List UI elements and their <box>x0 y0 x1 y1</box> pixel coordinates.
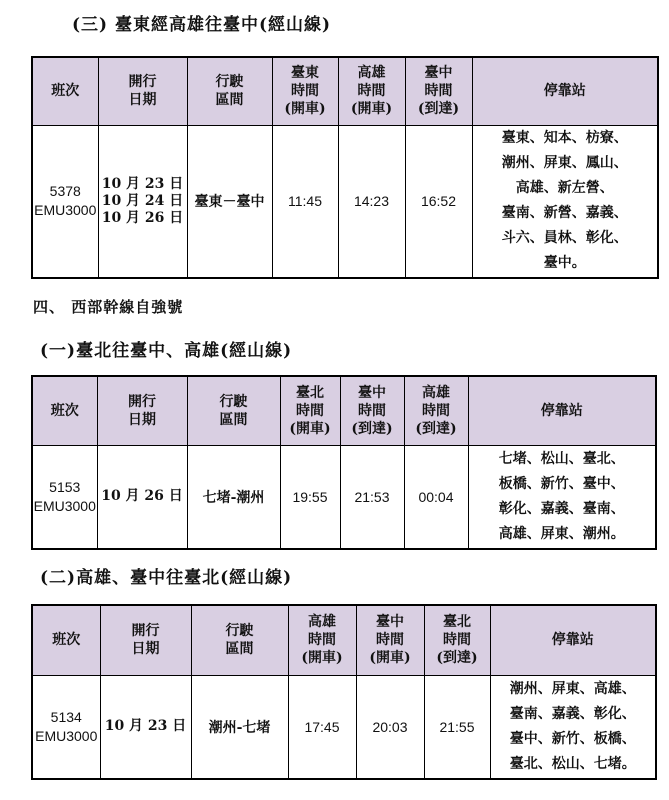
timetable-taitung-taichung <box>31 56 659 279</box>
train-number: 5378 EMU3000 <box>32 125 98 278</box>
route-section: 七堵-潮州 <box>187 445 280 549</box>
header-time-3: 臺北 時間 (到達) <box>424 605 490 675</box>
header-run-date: 開行 日期 <box>100 605 191 675</box>
header-time-3: 臺中 時間 (到達) <box>405 57 472 125</box>
route-section: 潮州-七堵 <box>191 675 288 779</box>
train-number: 5153 EMU3000 <box>32 445 97 549</box>
header-section: 行駛 區間 <box>191 605 288 675</box>
header-time-3: 高雄 時間 (到達) <box>404 376 468 445</box>
table-row <box>32 445 656 549</box>
stops-list: 潮州、屏東、高雄、 臺南、嘉義、彰化、 臺中、新竹、板橋、 臺北、松山、七堵。 <box>490 675 656 779</box>
time-1: 19:55 <box>280 445 340 549</box>
table-row <box>32 675 656 779</box>
header-train-no: 班次 <box>32 376 97 445</box>
header-run-date: 開行 日期 <box>97 376 187 445</box>
time-1: 17:45 <box>288 675 356 779</box>
stops-list: 七堵、松山、臺北、 板橋、新竹、臺中、 彰化、嘉義、臺南、 高雄、屏東、潮州。 <box>468 445 656 549</box>
header-time-1: 臺北 時間 (開車) <box>280 376 340 445</box>
time-3: 16:52 <box>405 125 472 278</box>
time-2: 21:53 <box>340 445 404 549</box>
train-number: 5134 EMU3000 <box>32 675 100 779</box>
stops-list: 臺東、知本、枋寮、 潮州、屏東、鳳山、 高雄、新左營、 臺南、新營、嘉義、 斗六、員林、彰化、 臺中。 <box>472 125 658 278</box>
time-2: 14:23 <box>338 125 405 278</box>
header-time-2: 高雄 時間 (開車) <box>338 57 405 125</box>
run-dates: 10 月 26 日 <box>97 445 187 549</box>
time-1: 11:45 <box>272 125 338 278</box>
header-time-1: 高雄 時間 (開車) <box>288 605 356 675</box>
part-heading: 四、 西部幹線自強號 <box>33 298 184 316</box>
header-train-no: 班次 <box>32 605 100 675</box>
run-dates: 10 月 23 日 10 月 24 日 10 月 26 日 <box>98 125 187 278</box>
header-time-2: 臺中 時間 (到達) <box>340 376 404 445</box>
header-stops: 停靠站 <box>490 605 656 675</box>
header-section: 行駛 區間 <box>187 376 280 445</box>
route-section: 臺東－臺中 <box>187 125 272 278</box>
header-stops: 停靠站 <box>472 57 658 125</box>
timetable-kaohsiung-taipei <box>31 604 657 780</box>
header-time-1: 臺東 時間 (開車) <box>272 57 338 125</box>
table-row <box>32 125 658 278</box>
header-time-2: 臺中 時間 (開車) <box>356 605 424 675</box>
time-3: 00:04 <box>404 445 468 549</box>
run-dates: 10 月 23 日 <box>100 675 191 779</box>
timetable-taipei-kaohsiung <box>31 375 657 550</box>
header-stops: 停靠站 <box>468 376 656 445</box>
header-section: 行駛 區間 <box>187 57 272 125</box>
header-run-date: 開行 日期 <box>98 57 187 125</box>
time-3: 21:55 <box>424 675 490 779</box>
section-heading: (三) 臺東經高雄往臺中(經山線) <box>72 15 332 35</box>
header-train-no: 班次 <box>32 57 98 125</box>
section-heading: (二)高雄、臺中往臺北(經山線) <box>40 568 293 588</box>
time-2: 20:03 <box>356 675 424 779</box>
section-heading: (一)臺北往臺中、高雄(經山線) <box>40 341 293 361</box>
